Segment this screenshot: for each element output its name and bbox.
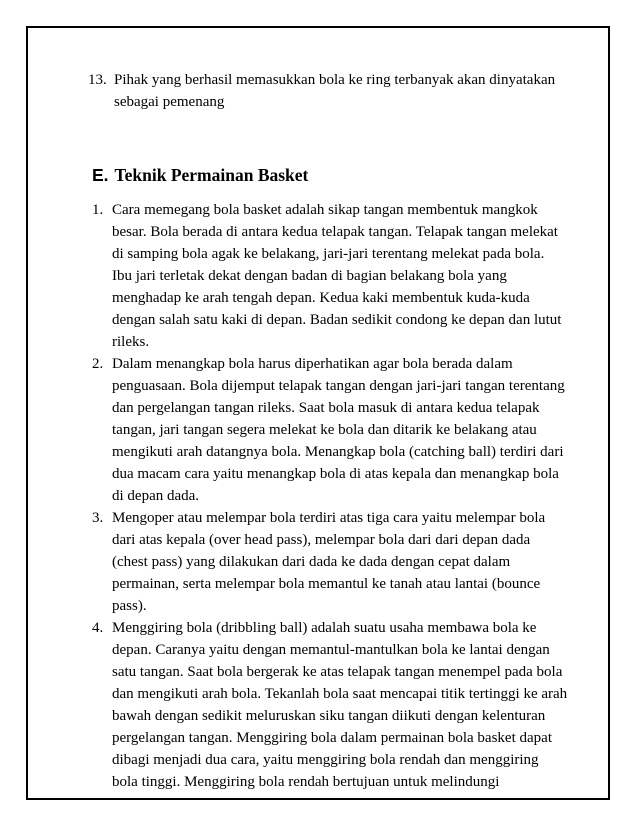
list-item-text: Cara memegang bola basket adalah sikap tangan membentuk mangkok besar. Bola berada di antara kedua telapak tangan. Telapak tangan melekat di samping bola agak ke belakang, jari-jari terentang melekat pada bola. Ibu jari terletak dekat dengan badan di bagian belakang bola yang menghadap ke arah tengah depan. Kedua kaki membentuk kuda-kuda dengan salah satu kaki di depan. Badan sedikit condong ke depan dan lutut rileks. (112, 202, 562, 350)
list-item-number: 4. (92, 620, 104, 636)
technique-list (92, 199, 568, 793)
list-item-13 (88, 69, 568, 113)
page-content (88, 69, 568, 793)
section-title: Teknik Permainan Basket (114, 165, 309, 185)
list-item (92, 199, 568, 353)
section-heading (92, 163, 568, 187)
list-item-text: Pihak yang berhasil memasukkan bola ke ring terbanyak akan dinyatakan sebagai pemenang (114, 72, 556, 110)
list-item (92, 617, 568, 793)
list-item-number: 2. (92, 356, 104, 372)
list-item (92, 353, 568, 507)
list-item-text: Mengoper atau melempar bola terdiri atas tiga cara yaitu melempar bola dari atas kepala (over head pass), melempar bola dari dari depan dada (chest pass) yang dilakukan dari dada ke dada dengan cepat dalam permainan, serta melempar bola memantul ke tanah atau lantai (bounce pass). (112, 510, 546, 614)
list-item-number: 1. (92, 202, 104, 218)
list-item (92, 507, 568, 617)
list-item-text: Menggiring bola (dribbling ball) adalah suatu usaha membawa bola ke depan. Caranya yaitu dengan memantul-mantulkan bola ke lantai dengan satu tangan. Saat bola bergerak ke atas telapak tangan menempel pada bola dan mengikuti arah bola. Tekanlah bola saat mencapai titik tertinggi ke arah bawah dengan sedikit meluruskan siku tangan diikuti dengan kelenturan pergelangan tangan. Menggiring bola dalam permainan bola basket dapat dibagi menjadi dua cara, yaitu menggiring bola rendah dan menggiring bola tinggi. Menggiring bola rendah bertujuan untuk melindungi (112, 620, 568, 790)
list-item-number: 13. (88, 72, 107, 88)
list-item-text: Dalam menangkap bola harus diperhatikan agar bola berada dalam penguasaan. Bola dijemput telapak tangan dengan jari-jari tangan terentang dan pergelangan tangan rileks. Saat bola masuk di antara kedua telapak tangan, jari tangan segera melekat ke bola dan ditarik ke belakang atau mengikuti arah datangnya bola. Menangkap bola (catching ball) terdiri dari dua macam cara yaitu menangkap bola di atas kepala dan menangkap bola di depan dada. (112, 356, 565, 504)
list-item-number: 3. (92, 510, 104, 526)
section-letter: E. (92, 165, 109, 185)
